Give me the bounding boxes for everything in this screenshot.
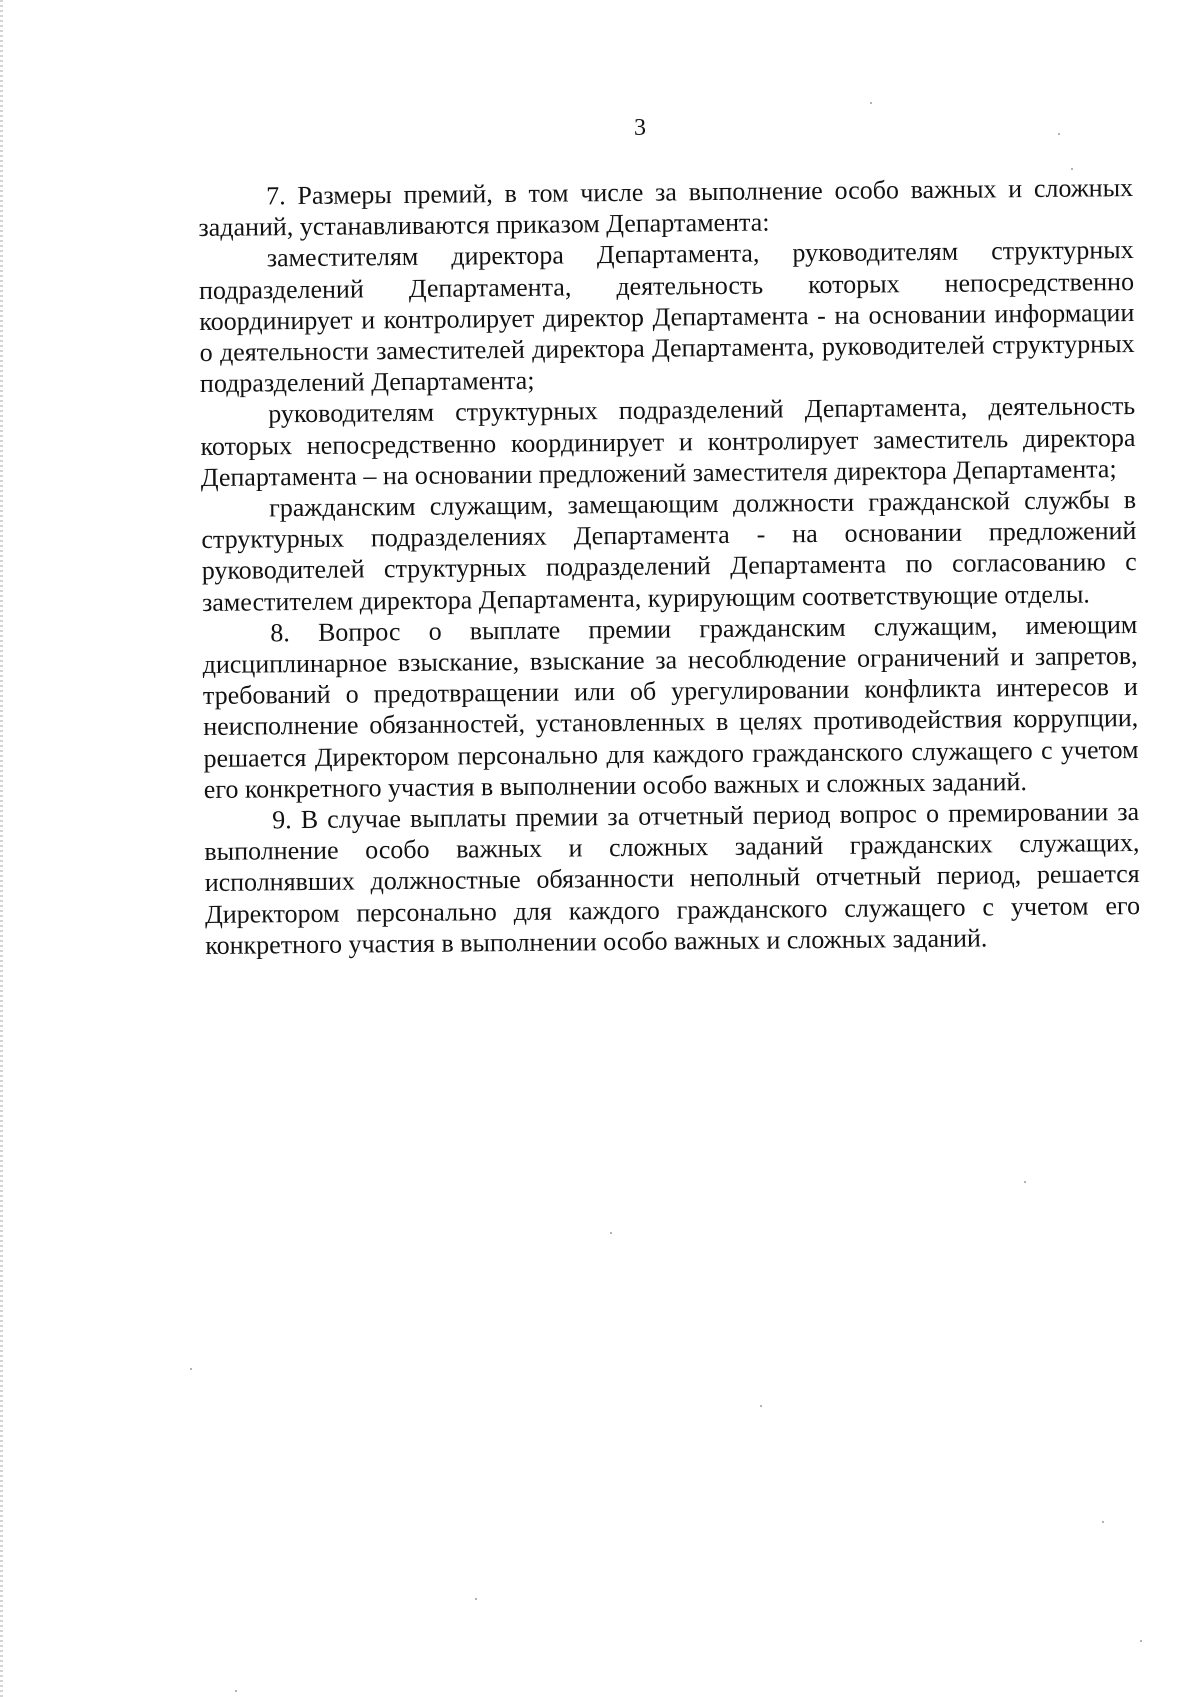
scan-speck [1102,1521,1104,1523]
paragraph-7: 7. Размеры премий, в том числе за выполнение особо важных и сложных заданий, устанавливаются приказом Департамента: [198,173,1134,243]
scan-speck [235,1690,237,1692]
page-number: 3 [634,115,646,141]
scan-speck [1058,133,1060,135]
paragraph-8: 8. Вопрос о выплате премии гражданским служащим, имеющим дисциплинарное взыскание, взыскание за несоблюдение ограничений и запретов, требований о предотвращении или об урегулировании конфликта интересов и неисполнение обязанностей, установленных в целях противодействия коррупции, решается Директором персонально для каждого гражданского служащего с учетом его конкретного участия в выполнении особо важных и сложных заданий. [202,609,1139,804]
scan-speck [1071,168,1073,170]
scan-speck [475,1598,477,1600]
scan-speck [610,1232,612,1234]
scan-speck [870,102,872,104]
paragraph-7-deputies: заместителям директора Департамента, руководителям структурных подразделений Департамента, деятельность которых непосредственно координирует и контролирует директор Департамента - на основании информации о деятельности заместителей директора Департамента, руководителей структурных подразделений Департамента; [198,235,1135,399]
document-body [198,172,1140,961]
paragraph-9: 9. В случае выплаты премии за отчетный период вопрос о премировании за выполнение особо важных и сложных заданий гражданских служащих, исполнявших должностные обязанности неполный отчетный период, решается Директором персонально для каждого гражданского служащего с учетом его конкретного участия в выполнении особо важных и сложных заданий. [204,797,1141,960]
paragraph-7-heads: руководителям структурных подразделений Департамента, деятельность которых непосредственно координирует и контролирует заместитель директора Департамента – на основании предложений заместителя директора Департамента; [200,391,1136,492]
paragraph-7-civil-servants: гражданским служащим, замещающим должности гражданской службы в структурных подразделениях Департамента - на основании предложений руководителей структурных подразделений Департамента по согласованию с заместителем директора Департамента, курирующим соответствующие отделы. [201,485,1137,617]
scan-speck [1140,1640,1142,1642]
scan-edge [0,0,3,1697]
scan-speck [190,1368,192,1370]
scan-speck [760,1405,762,1407]
scan-speck [1024,1181,1026,1183]
